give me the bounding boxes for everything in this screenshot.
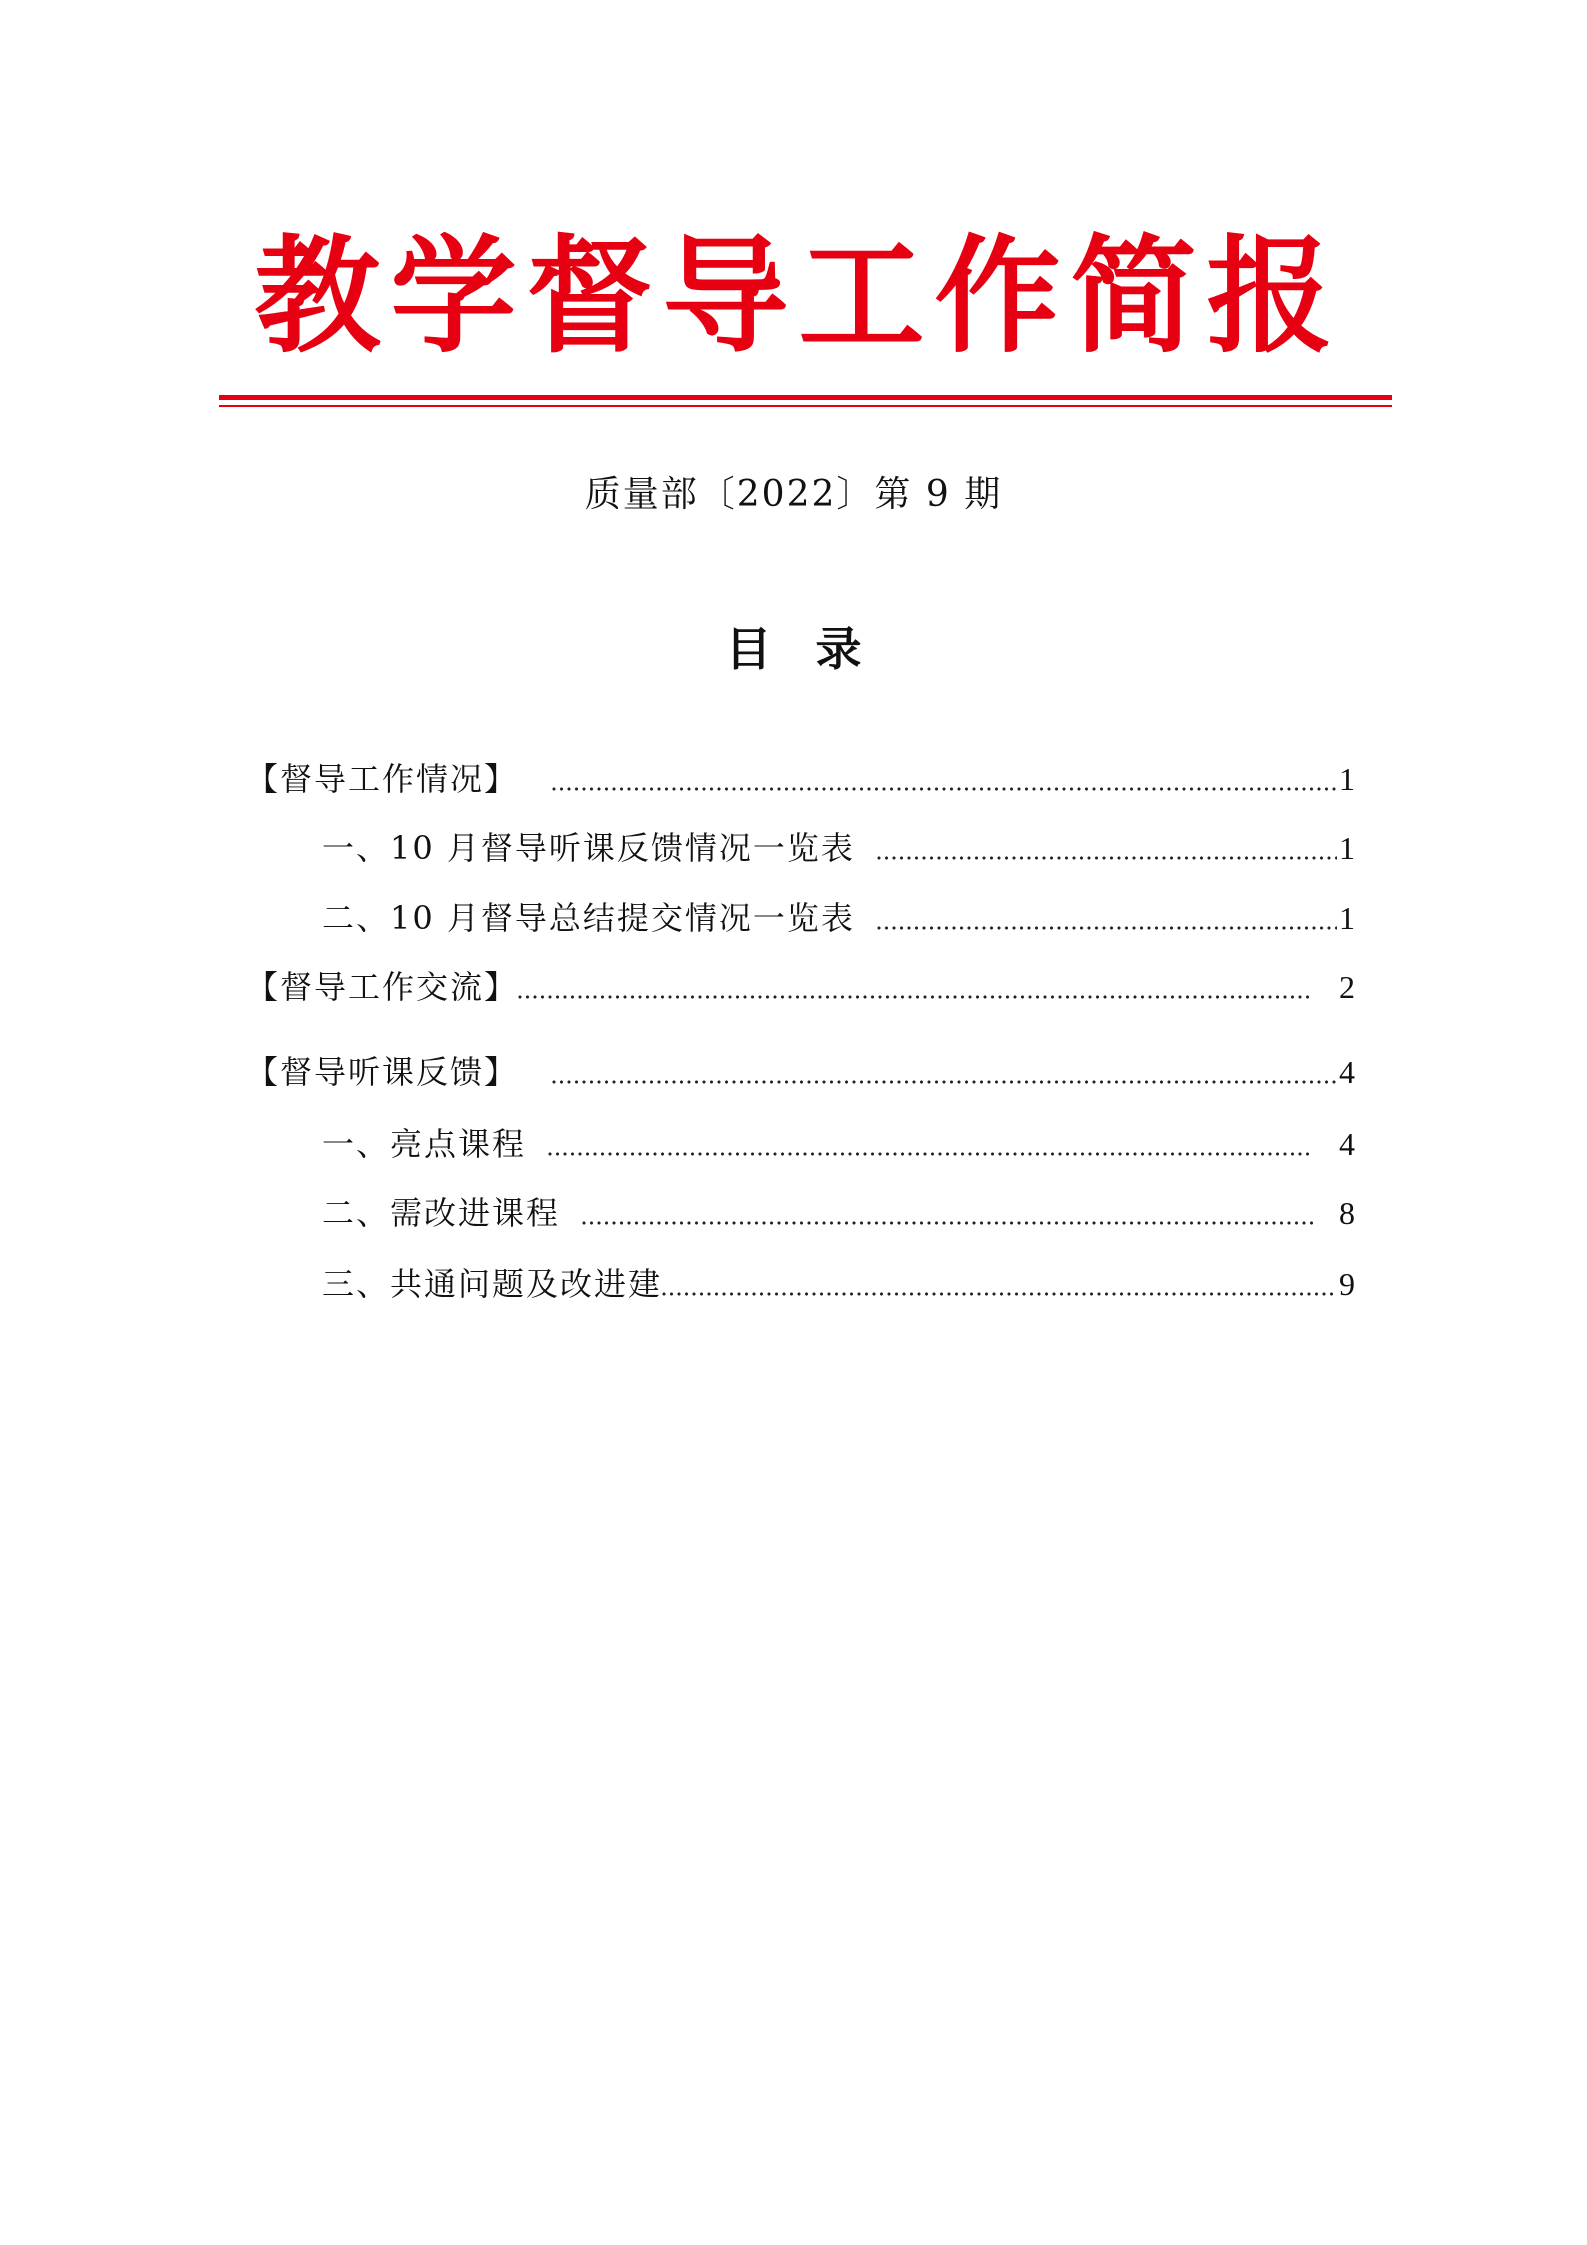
dot-leader bbox=[548, 1152, 1313, 1156]
toc-entry-label: 一、亮点课程 bbox=[322, 1125, 527, 1163]
dot-leader bbox=[582, 1221, 1313, 1225]
masthead-rule-thin bbox=[219, 405, 1392, 407]
dot-leader bbox=[877, 926, 1337, 930]
toc-entry-lecture-feedback bbox=[246, 1050, 1355, 1094]
toc-entry-label: 【督导工作情况】 bbox=[246, 760, 519, 798]
toc-page-number: 1 bbox=[1339, 900, 1355, 936]
dot-leader bbox=[552, 787, 1337, 791]
toc-page-number: 1 bbox=[1339, 761, 1355, 797]
toc-page-number: 9 bbox=[1339, 1266, 1355, 1302]
toc-subentry-highlight-courses bbox=[322, 1122, 1355, 1166]
toc-entry-label: 一、10 月督导听课反馈情况一览表 bbox=[322, 829, 855, 867]
toc-page-number: 2 bbox=[1339, 969, 1355, 1005]
toc-entry-supervision-exchange bbox=[246, 965, 1355, 1009]
toc-page-number: 4 bbox=[1339, 1054, 1355, 1090]
dot-leader bbox=[877, 856, 1337, 860]
toc-heading: 目 录 bbox=[725, 622, 876, 676]
dot-leader bbox=[518, 995, 1313, 999]
toc-entry-label: 三、共通问题及改进建 bbox=[322, 1265, 663, 1303]
masthead-rule-thick bbox=[219, 395, 1392, 400]
toc-page-number: 8 bbox=[1339, 1195, 1355, 1231]
toc-page-number: 1 bbox=[1339, 830, 1355, 866]
issue-number: 质量部〔2022〕第 9 期 bbox=[584, 474, 1003, 515]
toc-entry-supervision-status bbox=[246, 757, 1355, 801]
toc-entry-label: 二、10 月督导总结提交情况一览表 bbox=[322, 899, 855, 937]
masthead-title: 教学督导工作简报 bbox=[254, 223, 1343, 370]
toc-subentry-summary-submission-table bbox=[322, 896, 1355, 940]
toc-page-number: 4 bbox=[1339, 1126, 1355, 1162]
toc-entry-label: 【督导听课反馈】 bbox=[246, 1053, 519, 1091]
toc-entry-label: 二、需改进课程 bbox=[322, 1194, 561, 1232]
dot-leader bbox=[662, 1292, 1337, 1296]
toc-subentry-common-issues bbox=[322, 1262, 1355, 1306]
toc-subentry-courses-to-improve bbox=[322, 1191, 1355, 1235]
toc-entry-label: 【督导工作交流】 bbox=[246, 968, 519, 1006]
toc-subentry-lecture-feedback-table bbox=[322, 826, 1355, 870]
dot-leader bbox=[552, 1080, 1337, 1084]
